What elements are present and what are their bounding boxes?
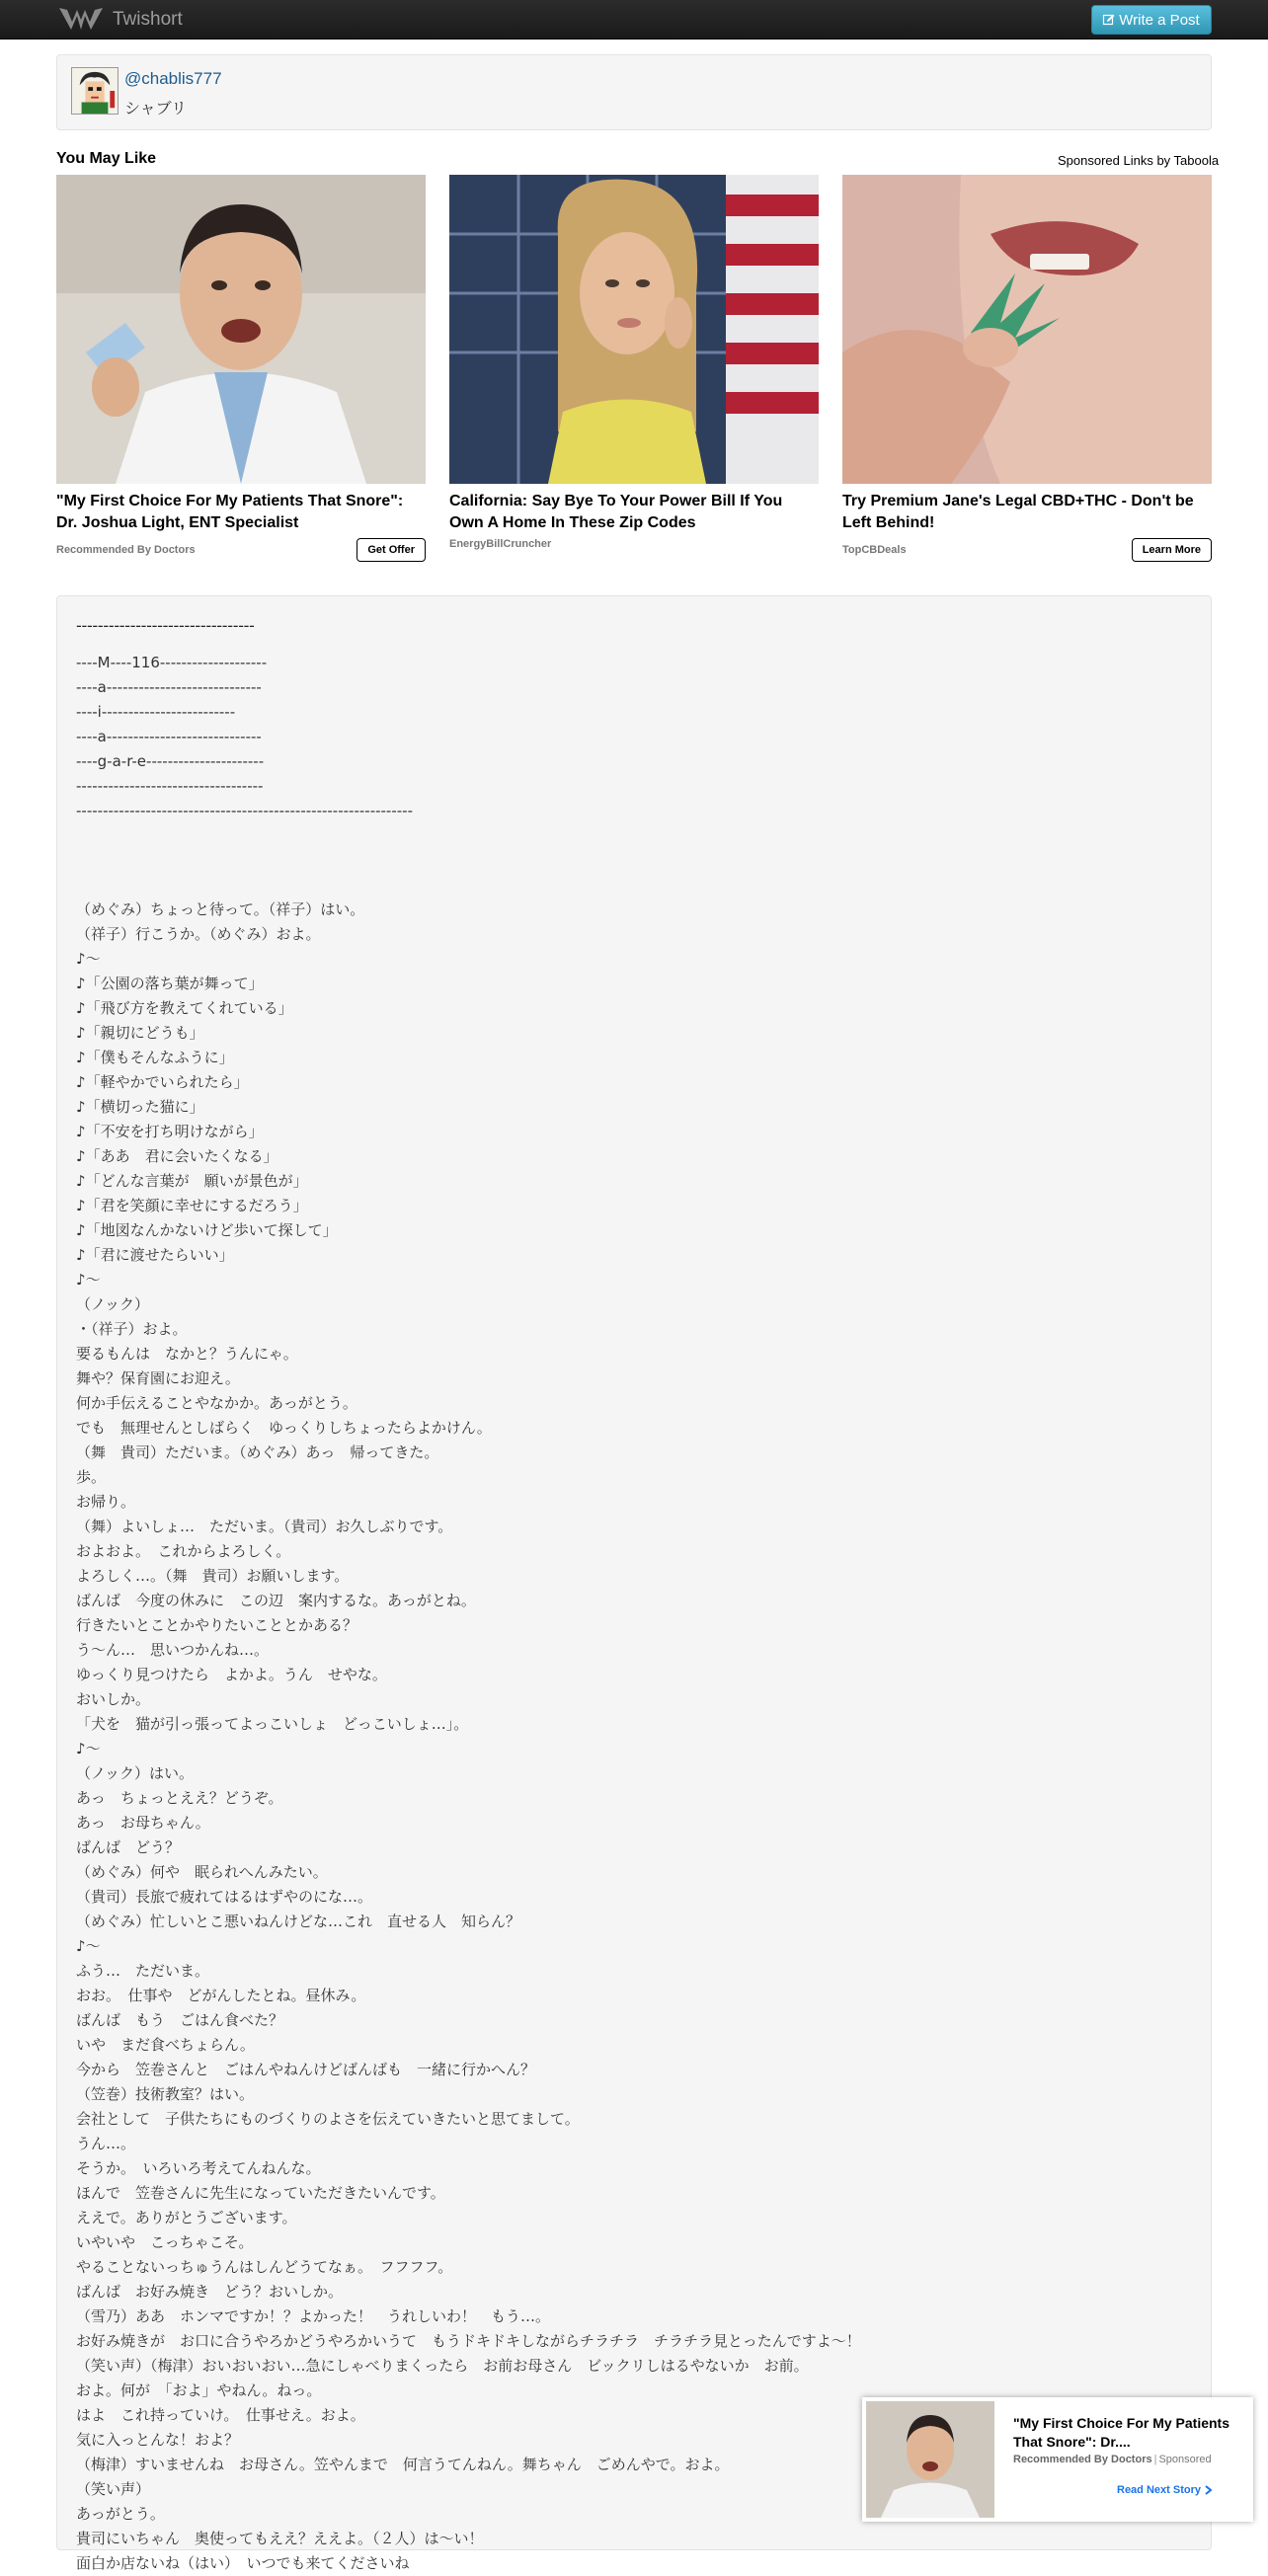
post-line: 貴司にいちゃん 奥使ってもええ？ええよ。（２人）は～い！ [76,2530,484,2547]
post-line: ----a----------------------------- [76,728,262,745]
sponsored-brand[interactable]: EnergyBillCruncher [449,538,552,550]
post-line: ♪「僕もそんなふうに」 [76,1049,234,1066]
author-display-name: シャブリ [124,99,188,117]
post-line: （ノック）はい。 [76,1764,194,1782]
read-next-title[interactable]: "My First Choice For My Patients That Snore": Dr.... [1013,2415,1230,2450]
post-line [76,823,861,848]
post-line: ほんで 笠巻さんに先生になっていただきたいんです。 [76,2184,445,2202]
sponsored-title[interactable]: Try Premium Jane's Legal CBD+THC - Don't be Left Behind! [842,493,1194,531]
write-post-label: Write a Post [1119,11,1200,29]
post-line: 歩。 [76,1468,107,1486]
post-line: 舞や？保育園にお迎え。 [76,1369,240,1387]
post-line: ----g-a-r-e---------------------- [76,752,265,770]
post-line: （ノック） [76,1295,149,1313]
post-line: でも 無理せんとしばらく ゆっくりしちょったらよかけん。 [76,1419,492,1437]
read-next-divider: | [1153,2454,1157,2465]
post-line: （祥子）行こうか。（めぐみ）およ。 [76,925,321,943]
read-next-image[interactable] [866,2401,994,2518]
post-line: （雪乃）ああ ホンマですか！？よかった！ うれしいわ！ もう…。 [76,2307,551,2325]
post-line: ♪「君を笑顔に幸せにするだろう」 [76,1197,308,1214]
read-next-label: Read Next Story [1117,2484,1201,2496]
post-line: （笠巻）技術教室？はい。 [76,2085,255,2103]
post-separator: --------------------------------- [76,616,255,635]
post-line: ばんば どう？ [76,1838,181,1856]
post-line: 今から 笠巻さんと ごはんやねんけどばんばも 一緒に行かへん？ [76,2061,536,2078]
post-line: ----a----------------------------- [76,678,262,696]
post-line: 面白か店ないね（はい） いつでも来てくださいね [76,2554,410,2572]
learn-more-button[interactable]: Learn More [1132,538,1212,562]
post-line: あっ ちょっとええ？どうぞ。 [76,1789,283,1807]
post-line: いや まだ食べちょらん。 [76,2036,255,2054]
you-may-like-heading: You May Like [56,150,157,167]
post-text [76,651,861,2576]
sponsored-image[interactable] [842,175,1212,484]
post-line: ----M----116-------------------- [76,654,268,671]
post-line: ・（祥子）およ。 [76,1320,188,1338]
post-line: ♪「不安を打ち明けながら」 [76,1123,264,1140]
sponsored-brand[interactable]: Recommended By Doctors [56,544,196,556]
post-line: ばんば 今度の休みに この辺 案内するな。あっがとね。 [76,1592,476,1609]
post-line: 気に入っとんな！およ？ [76,2431,240,2449]
post-line: やることないっちゅうんはしんどうてなぁ。 フフフフ。 [76,2258,453,2276]
chevron-right-icon [1205,2485,1213,2495]
sponsored-image[interactable] [449,175,819,484]
sponsored-image[interactable] [56,175,426,484]
write-post-button[interactable] [1091,5,1212,35]
post-line: ♪「軽やかでいられたら」 [76,1073,249,1091]
post-line: よろしく…。（舞 貴司）お願いします。 [76,1567,350,1585]
post-body [56,595,1212,2572]
post-line: ♪「横切った猫に」 [76,1098,204,1116]
post-line: ふう… ただいま。 [76,1962,210,1980]
post-line [76,873,861,898]
post-line: う～ん… 思いつかんね…。 [76,1641,270,1659]
post-line: ♪「どんな言葉が 願いが景色が」 [76,1172,308,1190]
sponsored-brand[interactable]: TopCBDeals [842,544,907,556]
post-line: お帰り。 [76,1493,136,1511]
post-line: ばんば もう ごはん食べた？ [76,2011,284,2029]
post-line: ----------------------------------- [76,777,264,795]
post-line: （めぐみ）ちょっと待って。（祥子）はい。 [76,900,365,918]
sponsored-card-1[interactable] [56,175,426,562]
brand-name: Twishort [113,9,183,30]
get-offer-button[interactable]: Get Offer [357,538,426,562]
post-line: ばんば お好み焼き どう？おいしか。 [76,2283,344,2301]
post-line: 会社として 子供たちにものづくりのよさを伝えていきたいと思てまして。 [76,2110,580,2128]
post-line: （貴司）長旅で疲れてはるはずやのにな…。 [76,1888,373,1906]
post-line: 要るもんは なかと？うんにゃ。 [76,1345,298,1363]
post-line: ♪「地図なんかないけど歩いて探して」 [76,1221,338,1239]
read-next-sponsored: Sponsored [1158,2454,1212,2465]
post-line: （梅津）すいませんね お母さん。笠やんまで 何言うてんねん。舞ちゃん ごめんやで。およ。 [76,2456,730,2473]
post-line: （笑い声）（梅津）おいおいおい…急にしゃべりまくったら お前お母さん ビックリしはるやないか お前。 [76,2357,809,2375]
edit-icon [1103,14,1115,26]
post-line: ----i------------------------- [76,703,236,721]
post-line: そうか。 いろいろ考えてんねんな。 [76,2159,321,2177]
post-line: およおよ。 これからよろしく。 [76,1542,291,1560]
post-line: およ。何が 「およ」やねん。ねっ。 [76,2381,322,2399]
taboola-sponsor-link[interactable]: Sponsored Links by Taboola [1058,153,1220,168]
read-next-widget[interactable] [862,2397,1253,2522]
post-line: ♪～ [76,1937,101,1955]
author-box [56,54,1212,130]
post-line: （舞）よいしょ… ただいま。（貴司）お久しぶりです。 [76,1518,453,1535]
read-next-source [1013,2454,1212,2465]
sponsored-card-2[interactable] [449,175,819,550]
post-line: （舞 貴司）ただいま。（めぐみ）あっ 帰ってきた。 [76,1444,439,1461]
post-line: ♪「公園の落ち葉が舞って」 [76,975,264,992]
post-line: ♪～ [76,950,101,968]
post-line: はよ これ持っていけ。 仕事せえ。およ。 [76,2406,365,2424]
post-line: ♪～ [76,1271,101,1288]
read-next-button[interactable] [1117,2484,1213,2496]
post-line: 何か手伝えることやなかか。あっがとう。 [76,1394,357,1412]
post-line: ええで。ありがとうございます。 [76,2209,297,2226]
post-line: ゆっくり見つけたら よかよ。うん せやな。 [76,1666,387,1683]
avatar[interactable] [71,67,119,115]
post-line: あっがとう。 [76,2505,165,2523]
post-line: （めぐみ）忙しいとこ悪いねんけどな…これ 直せる人 知らん？ [76,1912,521,1930]
post-line: --------------------------------------------------------------- [76,802,413,820]
post-line: ♪「飛び方を教えてくれている」 [76,999,293,1017]
post-line: ♪～ [76,1740,101,1757]
post-line: （めぐみ）何や 眠られへんみたい。 [76,1863,328,1881]
author-handle-link[interactable]: @chablis777 [124,69,222,88]
post-line: おお。 仕事や どがんしたとね。昼休み。 [76,1987,366,2004]
sponsored-card-3[interactable] [842,175,1212,562]
post-line: お好み焼きが お口に合うやろかどうやろかいうて もうドキドキしながらチラチラ チラチラ見とったんですよ～！ [76,2332,861,2350]
post-line: ♪「親切にどうも」 [76,1024,204,1042]
post-line: あっ お母ちゃん。 [76,1814,210,1832]
sponsored-title[interactable]: California: Say Bye To Your Power Bill If You Own A Home In These Zip Codes [449,493,783,531]
post-line [76,848,861,873]
post-line: おいしか。 [76,1690,151,1708]
post-line: ♪「君に渡せたらいい」 [76,1246,234,1264]
post-line: うん…。 [76,2135,136,2152]
post-line: いやいや こっちゃこそ。 [76,2233,254,2251]
post-line: 「犬を 猫が引っ張ってよっこいしょ どっこいしょ…」。 [76,1715,469,1733]
twishort-logo-icon [57,6,105,34]
top-navbar [0,0,1268,39]
post-line: 行きたいとことかやりたいこととかある？ [76,1616,358,1634]
brand-link[interactable] [57,5,183,35]
post-line: （笑い声） [76,2480,151,2498]
post-line: ♪「ああ 君に会いたくなる」 [76,1147,278,1165]
read-next-brand[interactable]: Recommended By Doctors [1013,2454,1152,2465]
sponsored-title[interactable]: "My First Choice For My Patients That Snore": Dr. Joshua Light, ENT Specialist [56,493,404,531]
